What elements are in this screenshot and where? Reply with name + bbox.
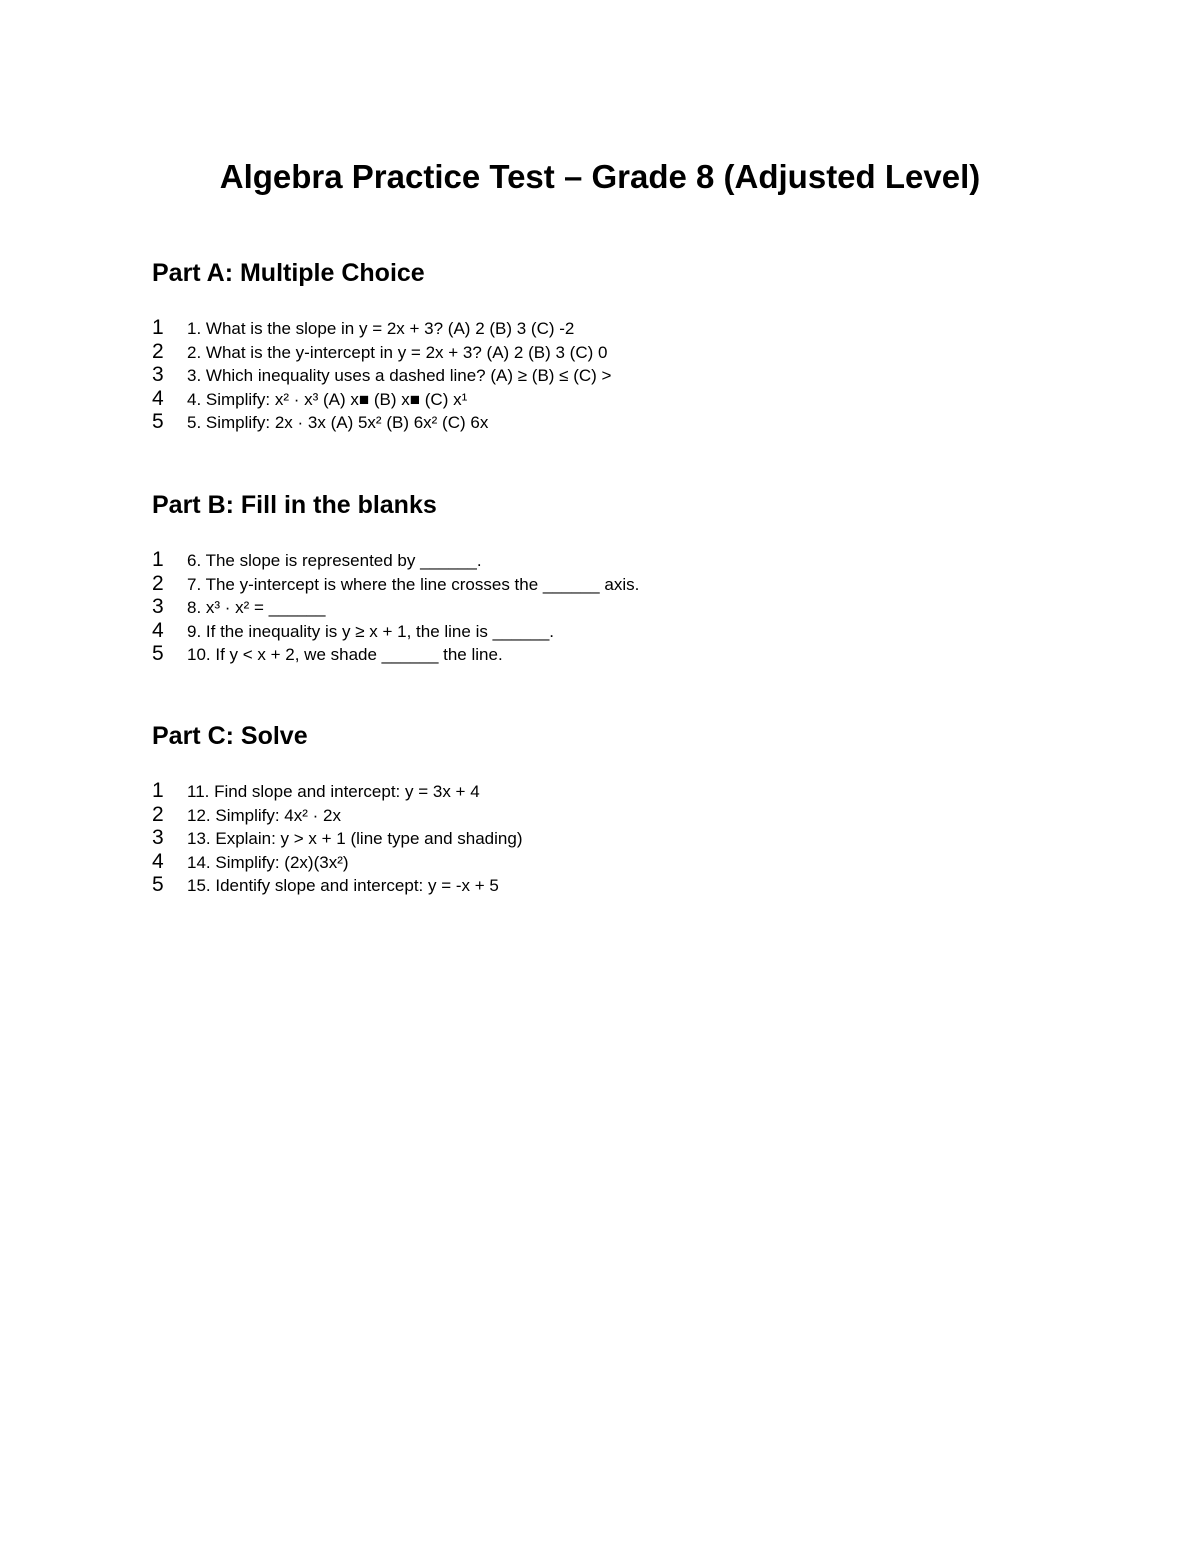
part-c-heading: Part C: Solve <box>152 722 308 750</box>
question-text: 2. What is the y-intercept in y = 2x + 3? (A) 2 (B) 3 (C) 0 <box>187 342 608 362</box>
line-number: 1 <box>152 316 164 339</box>
question-text: 14. Simplify: (2x)(3x²) <box>187 852 349 872</box>
list-item <box>152 779 1052 803</box>
part-a-question-list <box>152 316 1052 434</box>
question-text: 13. Explain: y > x + 1 (line type and shading) <box>187 829 523 848</box>
question-text: 10. If y < x + 2, we shade ______ the line. <box>187 645 503 664</box>
question-text: 4. Simplify: x² · x³ (A) x■ (B) x■ (C) x¹ <box>187 389 468 409</box>
list-item <box>152 595 1052 619</box>
question-text: 8. x³ · x² = ______ <box>187 598 326 617</box>
line-number: 4 <box>152 618 164 642</box>
list-item <box>152 642 1052 666</box>
part-c-question-list <box>152 779 1052 897</box>
page-title: Algebra Practice Test – Grade 8 (Adjusted Level) <box>219 158 981 195</box>
line-number: 1 <box>152 779 164 802</box>
line-number: 2 <box>152 571 164 595</box>
question-text: 3. Which inequality uses a dashed line? (A) ≥ (B) ≤ (C) > <box>187 366 612 385</box>
question-text: 1. What is the slope in y = 2x + 3? (A) 2 (B) 3 (C) -2 <box>187 319 575 338</box>
line-number: 2 <box>152 339 164 363</box>
list-item <box>152 316 1052 340</box>
line-number: 3 <box>152 826 164 849</box>
line-number: 1 <box>152 548 164 571</box>
question-text: 5. Simplify: 2x · 3x (A) 5x² (B) 6x² (C) 6x <box>187 413 489 432</box>
question-text: 7. The y-intercept is where the line crosses the ______ axis. <box>187 574 640 594</box>
list-item <box>152 363 1052 387</box>
list-item <box>152 410 1052 434</box>
list-item <box>152 803 1052 827</box>
line-number: 4 <box>152 386 164 410</box>
list-item <box>152 850 1052 874</box>
question-text: 12. Simplify: 4x² · 2x <box>187 805 341 825</box>
part-b-heading: Part B: Fill in the blanks <box>152 491 437 519</box>
line-number: 5 <box>152 410 164 433</box>
line-number: 2 <box>152 802 164 826</box>
question-text: 6. The slope is represented by ______. <box>187 551 482 570</box>
list-item <box>152 340 1052 364</box>
question-text: 15. Identify slope and intercept: y = -x + 5 <box>187 876 499 895</box>
line-number: 5 <box>152 642 164 665</box>
part-b-question-list <box>152 548 1052 666</box>
line-number: 4 <box>152 849 164 873</box>
question-text: 9. If the inequality is y ≥ x + 1, the line is ______. <box>187 621 555 641</box>
list-item <box>152 548 1052 572</box>
line-number: 3 <box>152 363 164 386</box>
part-a-section <box>152 255 1052 434</box>
part-a-heading: Part A: Multiple Choice <box>152 259 425 287</box>
list-item <box>152 387 1052 411</box>
part-b-section <box>152 487 1052 666</box>
list-item <box>152 826 1052 850</box>
list-item <box>152 619 1052 643</box>
part-c-section <box>152 718 1052 897</box>
line-number: 5 <box>152 873 164 896</box>
question-text: 11. Find slope and intercept: y = 3x + 4 <box>187 782 480 801</box>
list-item <box>152 572 1052 596</box>
line-number: 3 <box>152 595 164 618</box>
list-item <box>152 873 1052 897</box>
